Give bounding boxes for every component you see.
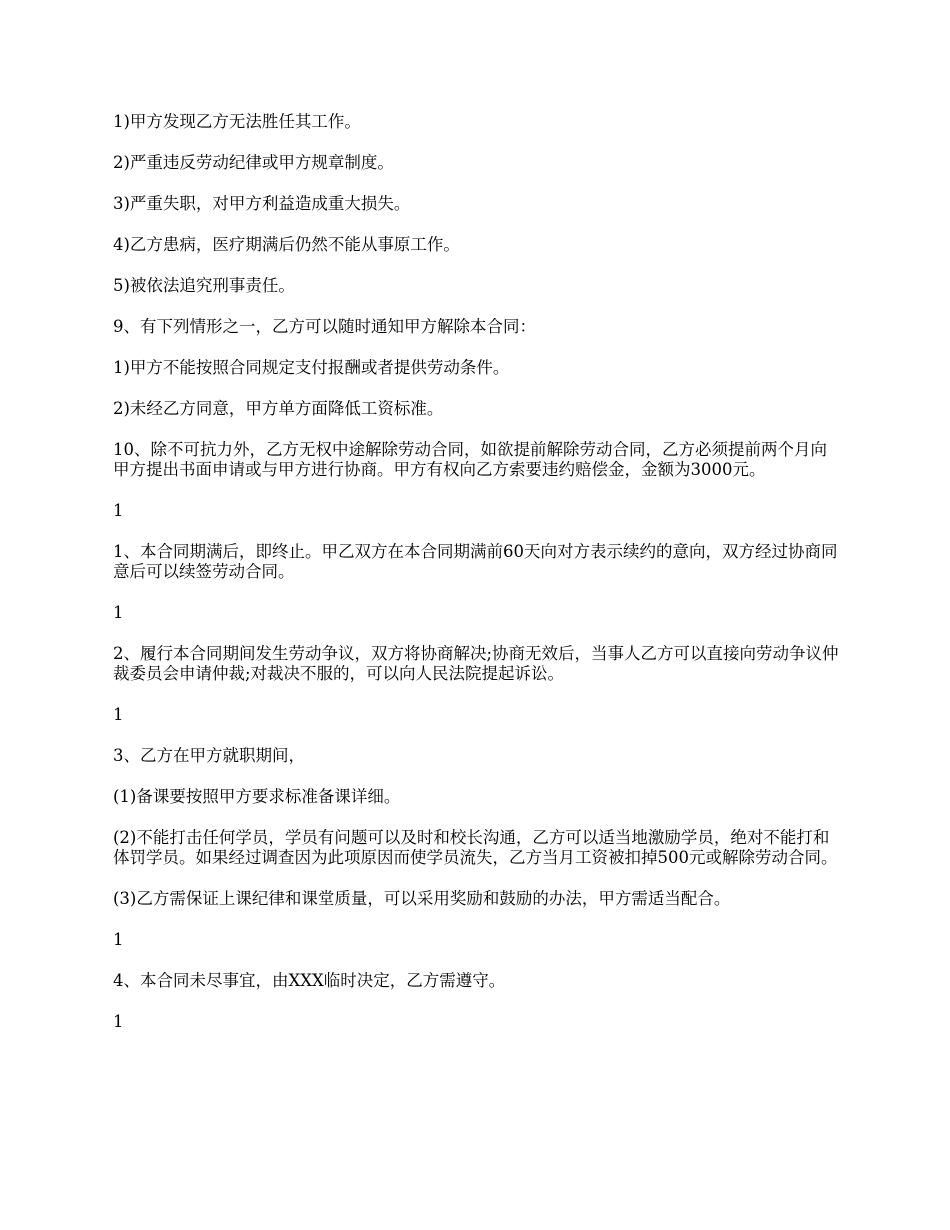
clause-paragraph: (3)乙方需保证上课纪律和课堂质量，可以采用奖励和鼓励的办法，甲方需适当配合。 [113, 889, 731, 908]
clause-paragraph: 4、本合同未尽事宜，由XXX临时决定，乙方需遵守。 [113, 971, 506, 990]
clause-paragraph: 2、履行本合同期间发生劳动争议，双方将协商解决;协商无效后，当事人乙方可以直接向劳动争议仲裁委员会申请仲裁;对裁决不服的，可以向人民法院提起诉讼。 [113, 644, 839, 683]
section-number: 1 [113, 1012, 124, 1031]
clause-paragraph: 3)严重失职，对甲方利益造成重大损失。 [113, 194, 411, 213]
clause-paragraph: 1)甲方发现乙方无法胜任其工作。 [113, 112, 361, 131]
clause-paragraph: 5)被依法追究刑事责任。 [113, 276, 295, 295]
section-number: 1 [113, 705, 124, 724]
clause-heading: 3、乙方在甲方就职期间， [113, 746, 305, 765]
clause-paragraph: 1、本合同期满后，即终止。甲乙双方在本合同期满前60天向对方表示续约的意向，双方经过协商同意后可以续签劳动合同。 [113, 542, 838, 581]
clause-heading: 9、有下列情形之一，乙方可以随时通知甲方解除本合同： [113, 317, 536, 336]
clause-paragraph: 2)严重违反劳动纪律或甲方规章制度。 [113, 153, 394, 172]
clause-paragraph: 1)甲方不能按照合同规定支付报酬或者提供劳动条件。 [113, 358, 510, 377]
document-body [113, 112, 841, 1053]
section-number: 1 [113, 930, 124, 949]
clause-paragraph: (2)不能打击任何学员，学员有问题可以及时和校长沟通，乙方可以适当地激励学员，绝对不能打和体罚学员。如果经过调查因为此项原因而使学员流失，乙方当月工资被扣掉500元或解除劳动合同。 [113, 828, 838, 867]
clause-paragraph: 2)未经乙方同意，甲方单方面降低工资标准。 [113, 399, 444, 418]
section-number: 1 [113, 501, 124, 520]
clause-paragraph: (1)备课要按照甲方要求标准备课详细。 [113, 787, 401, 806]
clause-paragraph: 10、除不可抗力外，乙方无权中途解除劳动合同，如欲提前解除劳动合同，乙方必须提前两个月向甲方提出书面申请或与甲方进行协商。甲方有权向乙方索要违约赔偿金，金额为3000元。 [113, 440, 827, 479]
section-number: 1 [113, 603, 124, 622]
clause-paragraph: 4)乙方患病，医疗期满后仍然不能从事原工作。 [113, 235, 460, 254]
